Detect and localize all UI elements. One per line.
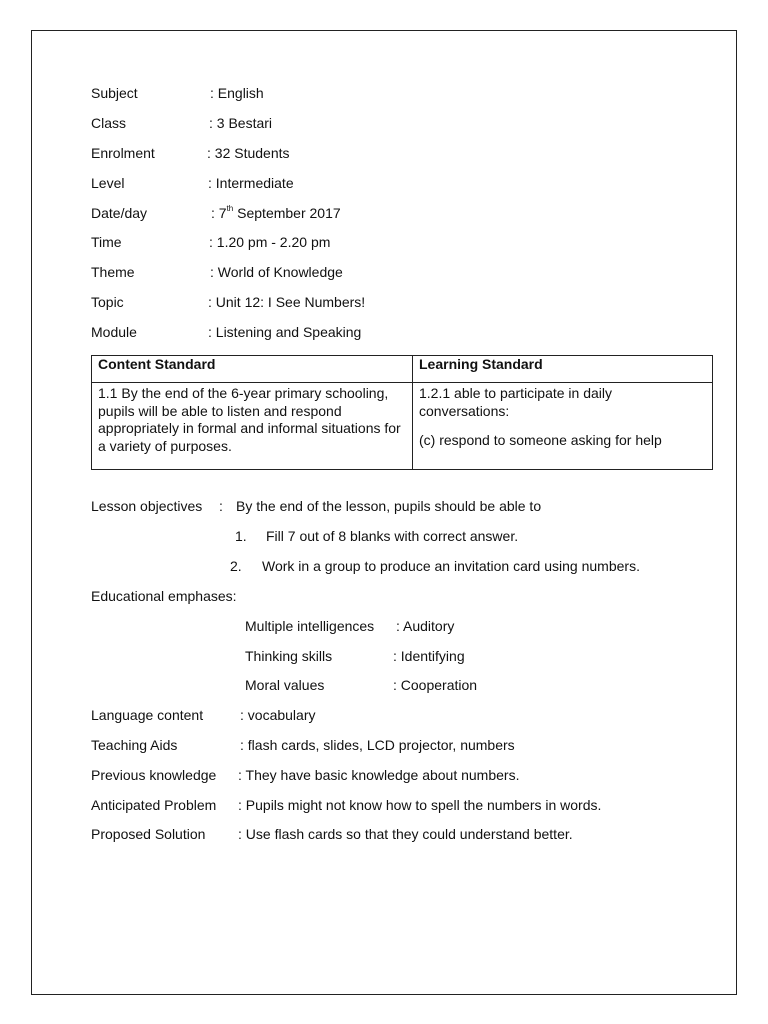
objective-text: Work in a group to produce an invitation card using numbers. (262, 558, 640, 574)
time-value: : 1.20 pm - 2.20 pm (209, 234, 331, 250)
time-label: Time (91, 234, 122, 250)
objective-number: 2. (230, 558, 242, 574)
theme-label: Theme (91, 264, 135, 280)
emphasis-value: : Auditory (396, 618, 455, 634)
topic-value: : Unit 12: I See Numbers! (208, 294, 366, 310)
emphasis-label: Moral values (245, 677, 325, 693)
level-label: Level (91, 175, 125, 191)
emphasis-label: Thinking skills (245, 648, 333, 664)
language-content-value: : vocabulary (240, 707, 316, 723)
learning-standard-cell (413, 383, 713, 470)
class-value: : 3 Bestari (209, 115, 273, 131)
previous-knowledge-value: : They have basic knowledge about numbers. (238, 767, 520, 783)
objectives-label: Lesson objectives (91, 498, 203, 514)
emphasis-label: Multiple intelligences (245, 618, 375, 634)
teaching-aids-label: Teaching Aids (91, 737, 178, 753)
anticipated-problem-label: Anticipated Problem (91, 797, 217, 813)
emphases-label: Educational emphases: (91, 588, 237, 604)
learning-standard-header: Learning Standard (413, 356, 713, 383)
language-content-label: Language content (91, 707, 204, 723)
level-value: : Intermediate (208, 175, 294, 191)
content-standard-text: 1.1 By the end of the 6-year primary schooling, pupils will be able to listen and respond appropriately in formal and informal situations for a variety of purposes. (92, 383, 413, 470)
emphasis-value: : Cooperation (393, 677, 478, 693)
previous-knowledge-label: Previous knowledge (91, 767, 217, 783)
subject-value: : English (210, 85, 264, 101)
subject-label: Subject (91, 85, 138, 101)
proposed-solution-value: : Use flash cards so that they could understand better. (238, 826, 573, 842)
enrolment-value: : 32 Students (207, 145, 290, 161)
anticipated-problem-value: : Pupils might not know how to spell the numbers in words. (238, 797, 602, 813)
proposed-solution-label: Proposed Solution (91, 826, 206, 842)
class-label: Class (91, 115, 127, 131)
module-value: : Listening and Speaking (208, 324, 362, 340)
teaching-aids-value: : flash cards, slides, LCD projector, numbers (240, 737, 515, 753)
content-standard-header: Content Standard (92, 356, 413, 383)
objective-number: 1. (235, 528, 247, 544)
enrolment-label: Enrolment (91, 145, 155, 161)
emphasis-value: : Identifying (393, 648, 465, 664)
theme-value: : World of Knowledge (210, 264, 343, 280)
objective-text: Fill 7 out of 8 blanks with correct answer. (266, 528, 519, 544)
module-label: Module (91, 324, 137, 340)
standards-table (91, 355, 713, 470)
learning-standard-subitem: (c) respond to someone asking for help (419, 432, 662, 448)
learning-standard-text: 1.2.1 able to participate in daily conversations: (419, 385, 613, 419)
objectives-intro: By the end of the lesson, pupils should be able to (236, 498, 542, 514)
objectives-colon: : (219, 498, 223, 514)
topic-label: Topic (91, 294, 124, 310)
date-label: Date/day (91, 205, 148, 221)
date-value: : 7th September 2017 (211, 204, 341, 221)
